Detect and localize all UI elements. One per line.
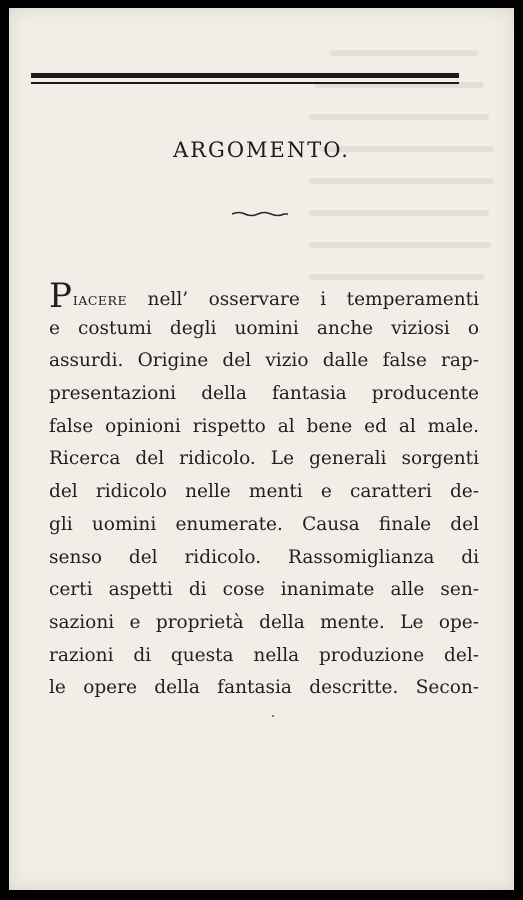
text-line: sazioni e proprietà della mente. Le ope-	[49, 611, 479, 633]
first-line-text: nell’ osservare i temperamenti	[127, 289, 479, 310]
argument-text	[49, 276, 479, 705]
text-line: razioni di questa nella produzione del-	[49, 644, 479, 666]
ornament-divider	[231, 211, 289, 217]
ink-speck	[272, 715, 274, 717]
text-line: del ridicolo nelle menti e caratteri de-	[49, 481, 479, 503]
text-line	[49, 276, 479, 316]
text-line: senso del ridicolo. Rassomiglianza di	[49, 546, 479, 568]
book-page	[9, 8, 514, 890]
text-line: false opinioni rispetto al bene ed al male.	[49, 415, 479, 437]
text-line: gli uomini enumerate. Causa finale del	[49, 513, 479, 535]
header-rule-thin	[31, 82, 459, 84]
text-line: certi aspetti di cose inanimate alle sen-	[49, 579, 479, 601]
drop-cap: P	[49, 276, 72, 316]
text-line: le opere della fantasia descritte. Secon-	[49, 677, 479, 699]
text-line: e costumi degli uomini anche viziosi o	[49, 317, 479, 339]
first-word-smallcaps: IACERE	[72, 293, 128, 308]
text-line: Ricerca del ridicolo. Le generali sorgenti	[49, 448, 479, 470]
text-line: assurdi. Origine del vizio dalle false rap-	[49, 350, 479, 372]
header-rule-thick	[31, 73, 459, 78]
text-line: presentazioni della fantasia producente	[49, 383, 479, 405]
page-title: ARGOMENTO.	[173, 138, 350, 162]
